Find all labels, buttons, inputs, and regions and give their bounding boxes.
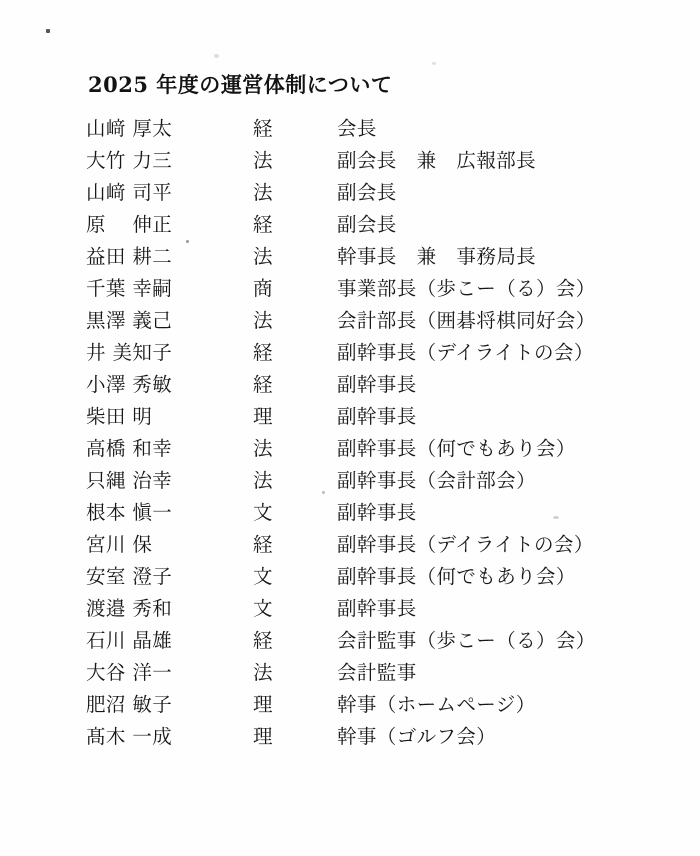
member-faculty: 文 — [253, 597, 273, 620]
roster-row — [0, 433, 700, 465]
member-faculty: 法 — [253, 245, 273, 268]
member-faculty: 文 — [253, 565, 273, 588]
member-faculty: 経 — [253, 213, 273, 236]
member-faculty: 法 — [253, 149, 273, 172]
member-name: 大谷 洋一 — [86, 661, 173, 684]
member-name: 柴田 明 — [86, 405, 153, 428]
member-name: 安室 澄子 — [86, 565, 173, 588]
member-role: 幹事（ゴルフ会） — [337, 725, 497, 748]
roster-row — [0, 177, 700, 209]
roster-row — [0, 369, 700, 401]
member-role: 副幹事長（会計部会） — [337, 469, 537, 492]
member-role: 幹事長 兼 事務局長 — [337, 245, 537, 268]
member-faculty: 経 — [253, 373, 273, 396]
member-role: 副会長 — [337, 213, 397, 236]
member-name: 黒澤 義己 — [86, 309, 173, 332]
member-name: 山﨑 厚太 — [86, 117, 173, 140]
member-name: 根本 愼一 — [86, 501, 173, 524]
member-name: 井 美知子 — [86, 341, 173, 364]
member-faculty: 理 — [253, 693, 273, 716]
member-role: 副幹事長（デイライトの会） — [337, 341, 594, 364]
member-faculty: 法 — [253, 437, 273, 460]
member-role: 会計監事 — [337, 661, 417, 684]
member-name: 髙木 一成 — [86, 725, 173, 748]
roster-row — [0, 561, 700, 593]
member-faculty: 経 — [253, 533, 273, 556]
roster-row — [0, 241, 700, 273]
scan-speck — [432, 62, 436, 65]
scan-speck — [214, 54, 219, 58]
member-role: 副会長 — [337, 181, 397, 204]
member-role: 副幹事長 — [337, 597, 417, 620]
member-name: 肥沼 敏子 — [86, 693, 173, 716]
roster-row — [0, 401, 700, 433]
member-role: 事業部長（歩こー（る）会） — [337, 277, 596, 300]
member-name: 高橋 和幸 — [86, 437, 173, 460]
member-name: 宮川 保 — [86, 533, 153, 556]
member-faculty: 商 — [253, 277, 273, 300]
member-faculty: 法 — [253, 309, 273, 332]
member-faculty: 経 — [253, 341, 273, 364]
roster-row — [0, 113, 700, 145]
member-faculty: 文 — [253, 501, 273, 524]
member-role: 会長 — [337, 117, 377, 140]
member-role: 副幹事長（デイライトの会） — [337, 533, 594, 556]
member-role: 会計監事（歩こー（る）会） — [337, 629, 596, 652]
roster-list — [0, 113, 700, 753]
roster-row — [0, 625, 700, 657]
roster-row — [0, 721, 700, 753]
roster-row — [0, 337, 700, 369]
member-name: 千葉 幸嗣 — [86, 277, 173, 300]
member-role: 副幹事長 — [337, 373, 417, 396]
member-role: 副幹事長（何でもあり会） — [337, 565, 576, 588]
member-name: 石川 晶雄 — [86, 629, 173, 652]
member-role: 幹事（ホームページ） — [337, 693, 536, 716]
roster-row — [0, 529, 700, 561]
member-faculty: 理 — [253, 405, 273, 428]
member-name: 益田 耕二 — [86, 245, 173, 268]
member-faculty: 法 — [253, 181, 273, 204]
scan-speck — [46, 29, 50, 33]
member-name: 渡邉 秀和 — [86, 597, 173, 620]
roster-row — [0, 145, 700, 177]
roster-row — [0, 465, 700, 497]
member-role: 副幹事長（何でもあり会） — [337, 437, 576, 460]
roster-row — [0, 305, 700, 337]
roster-row — [0, 689, 700, 721]
member-role: 副会長 兼 広報部長 — [337, 149, 537, 172]
page-title: 2025 年度の運営体制について — [88, 72, 393, 98]
roster-row — [0, 273, 700, 305]
member-faculty: 理 — [253, 725, 273, 748]
member-name: 只縄 治幸 — [86, 469, 173, 492]
member-role: 副幹事長 — [337, 501, 417, 524]
member-name: 山﨑 司平 — [86, 181, 173, 204]
member-name: 大竹 力三 — [86, 149, 173, 172]
roster-row — [0, 209, 700, 241]
member-role: 副幹事長 — [337, 405, 417, 428]
member-name: 原 伸正 — [86, 213, 173, 236]
member-name: 小澤 秀敏 — [86, 373, 173, 396]
roster-row — [0, 657, 700, 689]
member-role: 会計部長（囲碁将棋同好会） — [337, 309, 596, 332]
member-faculty: 経 — [253, 629, 273, 652]
roster-row — [0, 593, 700, 625]
roster-row — [0, 497, 700, 529]
member-faculty: 法 — [253, 469, 273, 492]
member-faculty: 経 — [253, 117, 273, 140]
member-faculty: 法 — [253, 661, 273, 684]
